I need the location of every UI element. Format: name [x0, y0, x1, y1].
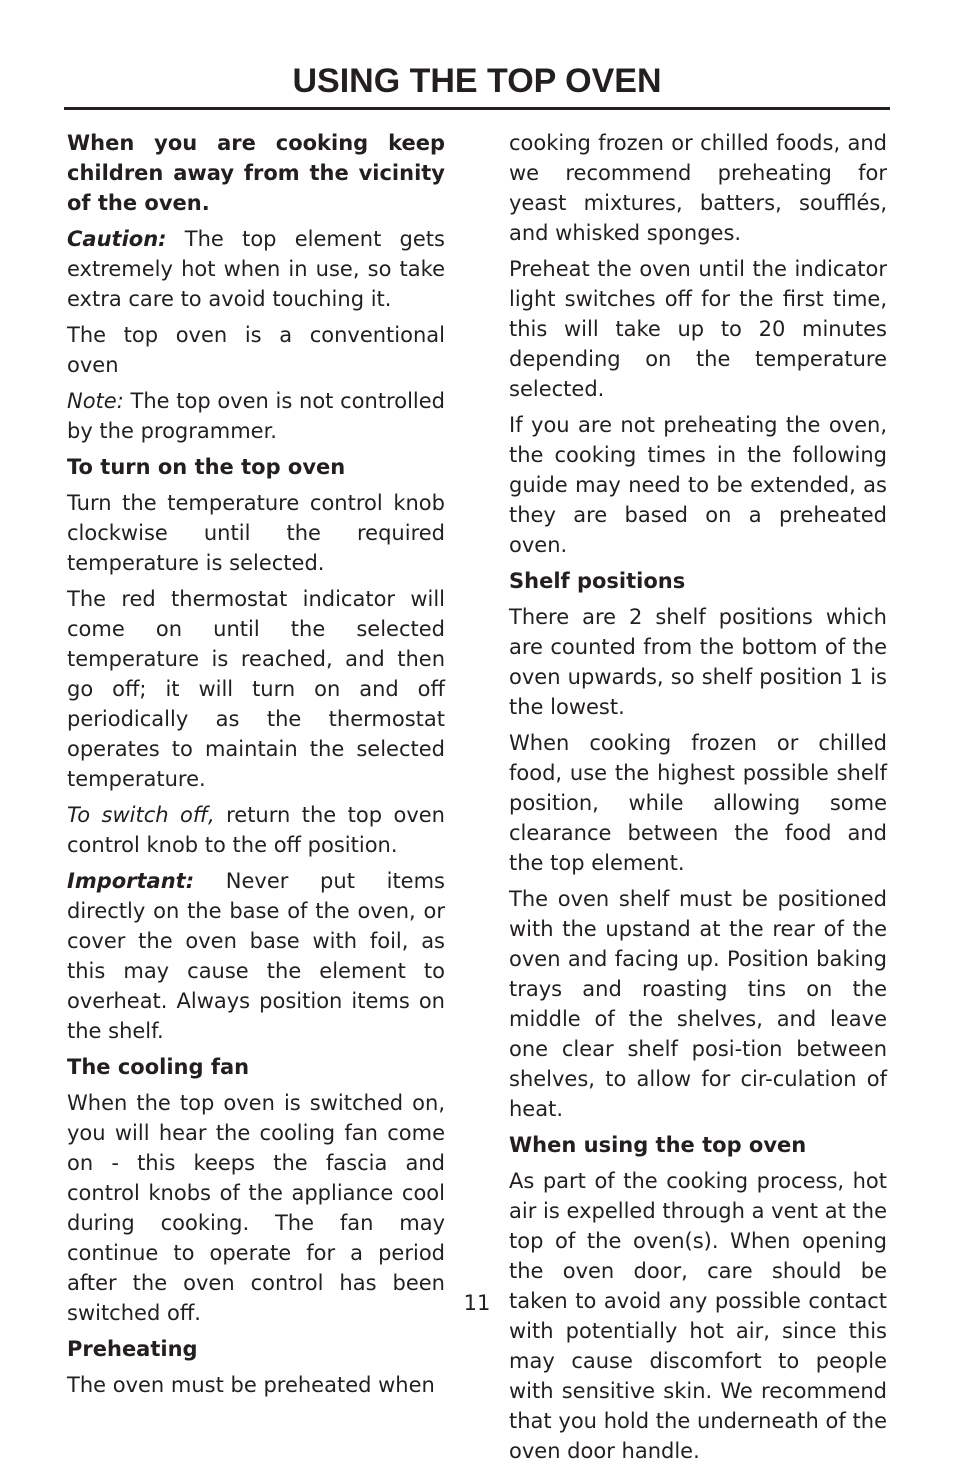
- page-number: 11: [463, 1291, 491, 1315]
- cooling-fan-heading: The cooling fan: [67, 1055, 250, 1079]
- note-paragraph: [67, 386, 445, 446]
- shelf-positions-heading: Shelf positions: [509, 569, 686, 593]
- title-rule: [64, 107, 890, 110]
- child-safety-warning: When you are cooking keep children away from the vicinity of the oven.: [67, 131, 445, 215]
- frozen-food-text: When cooking frozen or chilled food, use the highest possible shelf position, while allowing some clearance between the food and the top element.: [509, 731, 887, 875]
- preheating-text: The oven must be preheated when: [67, 1373, 435, 1397]
- switch-off-paragraph: [67, 800, 445, 860]
- caution-text: The top element gets extremely hot when in use, so take extra care to avoid touching it.: [67, 227, 445, 311]
- important-paragraph: [67, 866, 445, 1046]
- turn-on-heading: To turn on the top oven: [67, 455, 346, 479]
- upstand-text: The oven shelf must be positioned with the upstand at the rear of the oven and facing up. Position baking trays and roasting tins on the middle of the shelves, and leave one clear shelf posi-tion between shelves, to allow for cir-culation of heat.: [509, 887, 887, 1121]
- preheat-indicator-text: Preheat the oven until the indicator light switches off for the first time, this will take up to 20 minutes depending on the temperature selected.: [509, 257, 887, 401]
- right-column: [509, 128, 887, 1472]
- using-top-oven-text: As part of the cooking process, hot air is expelled through a vent at the top of the oven(s). When opening the oven door, care should be taken to avoid any possible contact with potentially hot air, since this may cause discomfort to people with sensitive skin. We recommend that you hold the underneath of the oven door handle.: [509, 1169, 887, 1463]
- not-preheating-text: If you are not preheating the oven, the cooking times in the following guide may need to be extended, as they are based on a preheated oven.: [509, 413, 887, 557]
- conventional-oven-text: The top oven is a conventional oven: [67, 323, 445, 377]
- note-text: The top oven is not controlled by the programmer.: [67, 389, 445, 443]
- shelf-positions-text: There are 2 shelf positions which are counted from the bottom of the oven upwards, so shelf position 1 is the lowest.: [509, 605, 887, 719]
- preheating-continued: cooking frozen or chilled foods, and we recommend preheating for yeast mixtures, batters, soufflés, and whisked sponges.: [509, 131, 887, 245]
- note-lead: Note:: [67, 389, 124, 413]
- switch-off-text: return the top oven control knob to the off position.: [67, 803, 445, 857]
- important-lead: Important:: [67, 869, 195, 893]
- cooling-fan-text: When the top oven is switched on, you will hear the cooling fan come on - this keeps the fascia and control knobs of the appliance cool during cooking. The fan may continue to operate for a period after the oven control has been switched off.: [67, 1091, 445, 1325]
- switch-off-lead: To switch off,: [67, 803, 215, 827]
- using-top-oven-heading: When using the top oven: [509, 1133, 807, 1157]
- caution-lead: Caution:: [67, 227, 167, 251]
- left-column: [67, 128, 445, 1406]
- preheating-heading: Preheating: [67, 1337, 198, 1361]
- thermostat-text: The red thermostat indicator will come on until the selected temperature is reached, and then go off; it will turn on and off periodically as the thermostat operates to maintain the selected temperature.: [67, 587, 445, 791]
- page-title: USING THE TOP OVEN: [292, 62, 662, 100]
- turn-on-text: Turn the temperature control knob clockwise until the required temperature is selected.: [67, 491, 445, 575]
- important-text: Never put items directly on the base of the oven, or cover the oven base with foil, as this may cause the element to overheat. Always position items on the shelf.: [67, 869, 445, 1043]
- caution-paragraph: [67, 224, 445, 314]
